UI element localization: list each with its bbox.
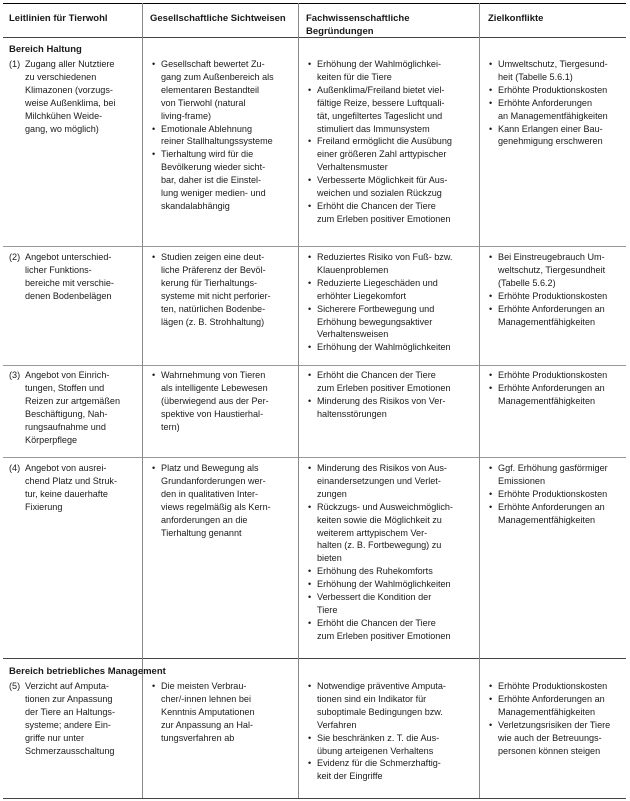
cell-line: • Tierhaltung wird für die — [161, 149, 254, 160]
cell-line: • Erhöhte Anforderungen an — [498, 303, 605, 314]
cell-line: den in qualitativen Inter- — [161, 488, 259, 499]
cell-line: heit (Tabelle 5.6.1) — [498, 71, 573, 82]
cell-line: weise Außenklima, bei — [25, 97, 116, 108]
zielkonflikt-cell — [489, 58, 608, 148]
cell-line: Schmerzausschaltung — [25, 745, 115, 756]
bullet-item — [489, 251, 607, 290]
bullet-item — [308, 462, 453, 501]
cell-line: • Erhöht die Chancen der Tiere — [317, 370, 436, 380]
cell-line: von Tierwohl (natural — [161, 97, 246, 108]
cell-line: Erhöhung bewegungsaktiver — [317, 316, 433, 327]
bullet-item — [308, 578, 453, 591]
bullet-item — [152, 462, 271, 539]
bullet-list — [489, 369, 607, 408]
column-separator — [142, 3, 143, 798]
cell-line: • Erhöhte Produktionskosten — [498, 370, 608, 380]
cell-line: • Erhöhung des Ruhekomforts — [317, 566, 433, 577]
cell-line: tur, keine dauerhafte — [25, 488, 108, 499]
cell-line: • Verletzungsrisiken der Tiere — [498, 719, 611, 730]
cell-line: systeme; andere Ein- — [25, 719, 111, 730]
cell-line: fältige Reize, bessere Luftquali- — [317, 97, 445, 108]
cell-line: Emissionen — [498, 475, 546, 486]
bullet-item — [308, 617, 453, 643]
gesellschaft-cell — [152, 369, 269, 434]
cell-line: zu verschiedenen — [25, 71, 97, 82]
bullet-item — [489, 97, 608, 123]
bullet-list — [308, 58, 452, 226]
bullet-item — [308, 58, 452, 84]
cell-line: Bevölkerung wieder sicht- — [161, 162, 266, 173]
bullet-item — [308, 395, 450, 421]
bullet-item — [152, 369, 269, 434]
leitlinie-text — [25, 251, 139, 303]
cell-line: einer größeren Zahl arttypischer — [317, 149, 447, 160]
cell-line: zum Erleben positiver Emotionen — [317, 382, 451, 393]
cell-line: weltschutz, Tiergesundheit — [498, 264, 606, 275]
cell-line: suboptimale Bedingungen bzw. — [317, 706, 443, 717]
cell-line: gang, wo möglich) — [25, 123, 99, 134]
cell-line: halten (z. B. Fortbewegung) zu — [317, 540, 442, 551]
cell-line: übung arteigenen Verhaltens — [317, 745, 434, 756]
cell-line: der Tiere an Haltungs- — [25, 706, 115, 717]
cell-line: • Wahrnehmung von Tieren — [161, 370, 266, 380]
bullet-list — [308, 680, 446, 783]
bullet-item — [489, 382, 607, 408]
bullet-item — [308, 341, 452, 354]
bullet-item — [308, 565, 453, 578]
cell-line: einandersetzungen und Verlet- — [317, 475, 441, 486]
cell-line: • Emotionale Ablehnung — [161, 123, 253, 134]
bullet-item — [308, 680, 446, 732]
cell-line: stimuliert das Immunsystem — [317, 123, 430, 134]
cell-line: • Die meisten Verbrau- — [161, 681, 247, 691]
cell-line: Fixierung — [25, 501, 63, 512]
cell-line: Klimazonen (vorzugs- — [25, 84, 113, 95]
cell-line: keiten für die Tiere — [317, 71, 392, 82]
zielkonflikt-cell — [489, 369, 607, 408]
bullet-item — [308, 84, 452, 136]
bullet-list — [489, 251, 607, 328]
cell-line: Managementfähigkeiten — [498, 316, 596, 327]
cell-line: living-frame) — [161, 110, 212, 121]
cell-line: views regelmäßig als Kern- — [161, 501, 271, 512]
cell-line: Angebot von Einrich- — [25, 370, 110, 380]
cell-line: genehmigung erschweren — [498, 136, 603, 147]
cell-line: denen Bodenbelägen — [25, 290, 112, 301]
bullet-item — [489, 58, 608, 84]
cell-line: bereiche mit verschie- — [25, 277, 114, 288]
cell-line: rungsaufnahme und — [25, 421, 106, 432]
cell-line: kerung für Tierhaltungs- — [161, 277, 258, 288]
cell-line: • Erhöht die Chancen der Tiere — [317, 617, 436, 628]
cell-line: Grundanforderungen wer- — [161, 475, 266, 486]
bullet-item — [489, 501, 608, 527]
cell-line: keit der Eingriffe — [317, 771, 383, 782]
bullet-list — [308, 462, 453, 643]
cell-line: • Erhöhte Produktionskosten — [498, 681, 608, 691]
bullet-item — [152, 58, 274, 123]
cell-line: tionen zur Anpassung — [25, 693, 113, 704]
cell-line: • Erhöhte Anforderungen an — [498, 382, 605, 393]
cell-line: als intelligente Lebewesen — [161, 382, 268, 393]
cell-line: • Erhöhte Produktionskosten — [498, 290, 608, 301]
cell-line: licher Funktions- — [25, 264, 92, 275]
bullet-item — [308, 251, 452, 277]
cell-line: • Sicherere Fortbewegung und — [317, 303, 435, 314]
cell-line: zum Erleben positiver Emotionen — [317, 213, 451, 224]
gesellschaft-cell — [152, 251, 271, 328]
cell-line: cher/-innen lehnen bei — [161, 693, 251, 704]
column-header-fachwissenschaft: Fachwissenschaftliche Begründungen — [306, 13, 410, 37]
bullet-item — [308, 732, 446, 758]
cell-line: gang zum Außenbereich als — [161, 71, 274, 82]
cell-line: • Minderung des Risikos von Ver- — [317, 395, 446, 406]
cell-line: personen können steigen — [498, 745, 601, 756]
cell-line: • Sie beschränken z. T. die Aus- — [317, 732, 440, 743]
cell-line: reiner Stallhaltungssysteme — [161, 136, 273, 147]
bullet-list — [489, 680, 610, 757]
cell-line: • Außenklima/Freiland bietet viel- — [317, 84, 445, 95]
bullet-item — [308, 200, 452, 226]
cell-line: Managementfähigkeiten — [498, 706, 596, 717]
cell-line: haltensstörungen — [317, 408, 387, 419]
cell-line: Tiere — [317, 604, 338, 615]
cell-line: • Notwendige präventive Amputa- — [317, 681, 446, 691]
cell-line: (Tabelle 5.6.2) — [498, 277, 556, 288]
leitlinie-text — [25, 462, 139, 514]
bullet-item — [152, 148, 274, 213]
cell-line: Körperpflege — [25, 434, 78, 445]
cell-line: skandalabhängig — [161, 200, 230, 211]
cell-line: tungen, Stoffen und — [25, 382, 105, 393]
cell-line: • Kann Erlangen einer Bau- — [498, 123, 603, 134]
cell-line: chend Platz und Struk- — [25, 475, 117, 486]
fach-cell — [308, 680, 446, 783]
row-divider — [3, 457, 626, 458]
cell-line: • Erhöhte Produktionskosten — [498, 488, 608, 499]
bullet-item — [308, 757, 446, 783]
cell-line: • Erhöhung der Wahlmöglichkeiten — [317, 579, 451, 590]
column-separator — [479, 3, 480, 798]
cell-line: an Managementfähigkeiten — [498, 110, 608, 121]
cell-line: • Reduzierte Liegeschäden und — [317, 277, 438, 288]
column-header-leitlinien: Leitlinien für Tierwohl — [9, 13, 108, 24]
bullet-item — [489, 462, 608, 488]
cell-line: Verzicht auf Amputa- — [25, 681, 109, 691]
bullet-list — [152, 251, 271, 328]
bullet-item — [489, 303, 607, 329]
bullet-item — [489, 488, 608, 501]
cell-line: • Rückzugs- und Ausweichmöglich- — [317, 501, 453, 512]
cell-line: zur Anpassung an Hal- — [161, 719, 254, 730]
row-number: (4) — [9, 463, 21, 473]
bullet-item — [489, 680, 610, 693]
bullet-item — [489, 719, 610, 758]
cell-line: tät, ungefiltertes Tageslicht und — [317, 110, 443, 121]
leitlinie-text — [25, 680, 139, 757]
bullet-item — [152, 251, 271, 328]
cell-line: wie auch der Betreuungs- — [498, 732, 602, 743]
cell-line: tungsverfahren ab — [161, 732, 235, 743]
bullet-item — [152, 123, 274, 149]
gesellschaft-cell — [152, 462, 271, 539]
cell-line: lägen (z. B. Strohhaltung) — [161, 316, 265, 327]
cell-line: • Freiland ermöglicht die Ausübung — [317, 136, 452, 147]
fach-cell — [308, 369, 450, 421]
table-bottom-rule — [3, 798, 626, 799]
bullet-item — [489, 369, 607, 382]
cell-line: ten, natürlichen Bodenbe- — [161, 303, 266, 314]
cell-line: keiten sowie die Möglichkeit zu — [317, 514, 442, 525]
cell-line: Managementfähigkeiten — [498, 514, 596, 525]
cell-line: • Erhöhte Anforderungen an — [498, 501, 605, 512]
cell-line: • Erhöhte Anforderungen — [498, 97, 593, 108]
cell-line: • Verbesserte Möglichkeit für Aus- — [317, 175, 448, 186]
bullet-list — [308, 251, 452, 354]
cell-line: • Platz und Bewegung als — [161, 463, 259, 473]
cell-line: spektive von Haustierhal- — [161, 408, 264, 419]
gesellschaft-cell — [152, 58, 274, 213]
fach-cell — [308, 58, 452, 226]
fach-cell — [308, 462, 453, 643]
row-number: (5) — [9, 681, 21, 691]
bullet-list — [152, 58, 274, 213]
leitlinie-text — [25, 369, 139, 446]
row-number: (3) — [9, 370, 21, 380]
cell-line: • Erhöht die Chancen der Tiere — [317, 200, 436, 211]
cell-line: • Bei Einstreugebrauch Um- — [498, 252, 605, 262]
cell-line: • Evidenz für die Schmerzhaftig- — [317, 758, 441, 769]
cell-line: • Umweltschutz, Tiergesund- — [498, 59, 608, 69]
cell-line: • Studien zeigen eine deut- — [161, 252, 265, 262]
cell-line: Verhaltensmuster — [317, 162, 388, 173]
cell-line: zungen — [317, 488, 347, 499]
row-divider — [3, 246, 626, 247]
row-number: (1) — [9, 59, 21, 69]
bullet-item — [308, 135, 452, 174]
leitlinie-text — [25, 58, 139, 135]
cell-line: tern) — [161, 421, 180, 432]
fach-cell — [308, 251, 452, 354]
cell-line: • Erhöhung der Wahlmöglichkeiten — [317, 342, 451, 353]
cell-line: bieten — [317, 553, 342, 564]
table-top-rule — [3, 3, 626, 4]
cell-line: anforderungen an die — [161, 514, 248, 525]
section-label-management: Bereich betriebliches Management — [9, 666, 166, 677]
cell-line: Tierhaltung genannt — [161, 527, 242, 538]
cell-line: Milchkühen Weide- — [25, 110, 103, 121]
cell-line: • Erhöhte Anforderungen an — [498, 693, 605, 704]
cell-line: liche Präferenz der Bevöl- — [161, 264, 266, 275]
bullet-list — [152, 369, 269, 434]
bullet-list — [489, 462, 608, 527]
column-header-gesellschaft: Gesellschaftliche Sichtweisen — [150, 13, 286, 24]
bullet-item — [489, 123, 608, 149]
cell-line: • Minderung des Risikos von Aus- — [317, 463, 447, 473]
cell-line: Managementfähigkeiten — [498, 395, 596, 406]
cell-line: Verfahren — [317, 719, 357, 730]
cell-line: Reizen zur artgemäßen — [25, 395, 121, 406]
section-divider — [3, 658, 626, 659]
bullet-item — [308, 277, 452, 303]
bullet-item — [308, 369, 450, 395]
cell-line: • Erhöhung der Wahlmöglichkei- — [317, 59, 442, 69]
bullet-list — [152, 462, 271, 539]
cell-line: weichen und sozialen Rückzug — [317, 188, 442, 199]
bullet-item — [489, 84, 608, 97]
cell-line: Kenntnis Amputationen — [161, 706, 255, 717]
cell-line: Klauenproblemen — [317, 264, 389, 275]
bullet-list — [152, 680, 255, 745]
cell-line: zum Erleben positiver Emotionen — [317, 630, 451, 641]
zielkonflikt-cell — [489, 251, 607, 328]
cell-line: • Reduziertes Risiko von Fuß- bzw. — [317, 252, 453, 262]
cell-line: lung weniger medien- und — [161, 188, 266, 199]
cell-line: elementaren Bestandteil — [161, 84, 260, 95]
cell-line: • Verbessert die Kondition der — [317, 592, 432, 603]
bullet-item — [489, 290, 607, 303]
cell-line: (überwiegend aus der Per- — [161, 395, 269, 406]
column-separator — [298, 3, 299, 798]
cell-line: Verhaltensweisen — [317, 329, 389, 340]
cell-line: tionen sind ein Indikator für — [317, 693, 427, 704]
cell-line: • Gesellschaft bewertet Zu- — [161, 59, 265, 69]
bullet-item — [308, 501, 453, 566]
cell-line: Angebot von ausrei- — [25, 463, 107, 473]
row-divider — [3, 365, 626, 366]
bullet-item — [489, 693, 610, 719]
row-number: (2) — [9, 252, 21, 262]
bullet-item — [152, 680, 255, 745]
gesellschaft-cell — [152, 680, 255, 745]
bullet-item — [308, 174, 452, 200]
cell-line: bar, daher ist die Einstel- — [161, 175, 262, 186]
bullet-item — [308, 591, 453, 617]
cell-line: • Erhöhte Produktionskosten — [498, 84, 608, 95]
cell-line: griffe nur unter — [25, 732, 84, 743]
cell-line: erhöhter Liegekomfort — [317, 290, 406, 301]
cell-line: • Ggf. Erhöhung gasförmiger — [498, 463, 608, 473]
zielkonflikt-cell — [489, 680, 610, 757]
bullet-list — [489, 58, 608, 148]
cell-line: Zugang aller Nutztiere — [25, 59, 115, 69]
zielkonflikt-cell — [489, 462, 608, 527]
bullet-list — [308, 369, 450, 421]
cell-line: Beschäftigung, Nah- — [25, 408, 108, 419]
section-label-haltung: Bereich Haltung — [9, 44, 82, 55]
bullet-item — [308, 303, 452, 342]
column-header-zielkonflikte: Zielkonflikte — [488, 13, 544, 24]
cell-line: weiterem arttypischem Ver- — [317, 527, 428, 538]
cell-line: systeme mit nicht perforier- — [161, 290, 271, 301]
cell-line: Angebot unterschied- — [25, 252, 112, 262]
